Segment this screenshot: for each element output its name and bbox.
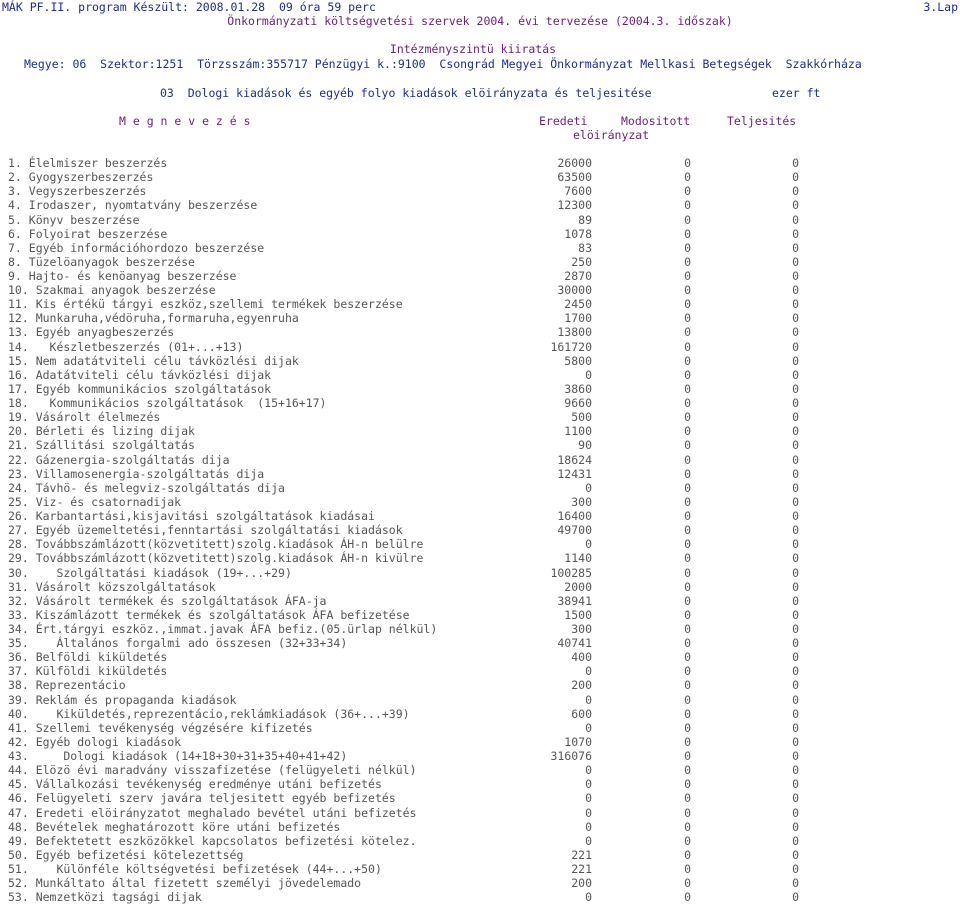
unit-label: ezer ft xyxy=(772,86,821,100)
row-teljesites: 0 xyxy=(792,184,799,199)
row-teljesites: 0 xyxy=(792,509,799,523)
row-eredeti: 0 xyxy=(585,720,592,735)
row-label: 19. Vásárolt élelmezés xyxy=(8,410,161,425)
row-modositott: 0 xyxy=(684,777,691,792)
row-teljesites: 0 xyxy=(792,819,799,834)
row-label: 47. Eredeti elöirányzatot meghalado bevétel utáni befizetés xyxy=(8,805,417,820)
row-teljesites: 0 xyxy=(792,565,799,580)
row-teljesites: 0 xyxy=(792,593,799,608)
row-eredeti: 0 xyxy=(585,664,592,679)
row-eredeti: 2000 xyxy=(564,579,592,594)
row-modositott: 0 xyxy=(684,593,691,608)
table-row xyxy=(0,876,960,890)
row-modositott: 0 xyxy=(684,396,691,410)
row-label: 22. Gázenergia-szolgáltatás dija xyxy=(8,452,230,467)
table-row xyxy=(0,650,960,664)
row-label: 35. Általános forgalmi ado összesen (32+33+34) xyxy=(8,636,348,651)
row-modositott: 0 xyxy=(684,664,691,679)
row-teljesites: 0 xyxy=(792,240,799,255)
row-label: 53. Nemzetközi tagsági dijak xyxy=(8,890,202,905)
row-eredeti: 1078 xyxy=(564,226,592,241)
row-eredeti: 12431 xyxy=(557,466,592,481)
row-modositott: 0 xyxy=(684,706,691,721)
row-modositott: 0 xyxy=(684,734,691,749)
row-teljesites: 0 xyxy=(792,579,799,594)
row-eredeti: 89 xyxy=(578,212,592,227)
row-modositott: 0 xyxy=(684,184,691,199)
table-row xyxy=(0,537,960,551)
table-row xyxy=(0,453,960,467)
row-label: 51. Különféle költségvetési befizetések (44+...+50) xyxy=(8,862,382,876)
row-label: 15. Nem adatátviteli célu távközlési dijak xyxy=(8,353,299,368)
row-label: 14. Készletbeszerzés (01+...+13) xyxy=(8,339,244,354)
row-teljesites: 0 xyxy=(792,876,799,891)
row-label: 8. Tüzelöanyagok beszerzése xyxy=(8,254,195,269)
row-label: 16. Adatátviteli célu távközlési dijak xyxy=(8,367,272,382)
row-teljesites: 0 xyxy=(792,791,799,806)
row-teljesites: 0 xyxy=(792,833,799,848)
row-modositott: 0 xyxy=(684,692,691,707)
table-row xyxy=(0,340,960,354)
row-modositott: 0 xyxy=(684,847,691,862)
table-row xyxy=(0,227,960,241)
table-row xyxy=(0,721,960,735)
table-row xyxy=(0,523,960,537)
row-label: 34. Ért.tárgyi eszköz.,immat.javak ÁFA befiz.(05.ürlap nélkül) xyxy=(8,622,438,636)
row-eredeti: 26000 xyxy=(557,156,592,170)
row-teljesites: 0 xyxy=(792,706,799,721)
row-modositott: 0 xyxy=(684,283,691,298)
table-row xyxy=(0,396,960,410)
row-teljesites: 0 xyxy=(792,537,799,552)
table-row xyxy=(0,438,960,452)
row-modositott: 0 xyxy=(684,269,691,283)
row-modositott: 0 xyxy=(684,819,691,834)
row-eredeti: 200 xyxy=(571,876,592,891)
row-label: 12. Munkaruha,védöruha,formaruha,egyenruha xyxy=(8,311,299,326)
row-teljesites: 0 xyxy=(792,438,799,453)
table-row xyxy=(0,297,960,311)
row-label: 27. Egyéb üzemeltetési,fenntartási szolgáltatási kiadások xyxy=(8,523,403,538)
row-eredeti: 30000 xyxy=(557,283,592,298)
row-eredeti: 2870 xyxy=(564,269,592,283)
row-modositott: 0 xyxy=(684,537,691,552)
row-modositott: 0 xyxy=(684,424,691,439)
row-label: 10. Szakmai anyagok beszerzése xyxy=(8,283,216,298)
row-label: 31. Vásárolt közszolgáltatások xyxy=(8,579,216,594)
table-row xyxy=(0,382,960,396)
row-modositott: 0 xyxy=(684,833,691,848)
row-teljesites: 0 xyxy=(792,734,799,749)
section-title: 03 Dologi kiadások és egyéb folyo kiadások elöirányzata és teljesitése xyxy=(160,86,652,100)
row-eredeti: 0 xyxy=(585,890,592,905)
row-teljesites: 0 xyxy=(792,367,799,382)
table-row xyxy=(0,890,960,904)
row-label: 11. Kis értékü tárgyi eszköz,szellemi termékek beszerzése xyxy=(8,297,403,312)
row-teljesites: 0 xyxy=(792,212,799,227)
table-row xyxy=(0,580,960,594)
table-row xyxy=(0,467,960,481)
row-eredeti: 0 xyxy=(585,805,592,820)
table-row xyxy=(0,664,960,678)
row-eredeti: 0 xyxy=(585,819,592,834)
row-eredeti: 5800 xyxy=(564,353,592,368)
row-modositott: 0 xyxy=(684,339,691,354)
row-modositott: 0 xyxy=(684,551,691,566)
row-modositott: 0 xyxy=(684,325,691,340)
table-row xyxy=(0,325,960,339)
table-row xyxy=(0,269,960,283)
row-eredeti: 300 xyxy=(571,622,592,636)
row-label: 33. Kiszámlázott termékek és szolgáltatások ÁFA befizetése xyxy=(8,607,410,622)
row-label: 7. Egyéb információhordozo beszerzése xyxy=(8,240,265,255)
table-row xyxy=(0,283,960,297)
table-row xyxy=(0,481,960,495)
table-row xyxy=(0,255,960,269)
row-eredeti: 1100 xyxy=(564,424,592,439)
row-teljesites: 0 xyxy=(792,339,799,354)
row-modositott: 0 xyxy=(684,862,691,876)
row-eredeti: 0 xyxy=(585,791,592,806)
table-row xyxy=(0,495,960,509)
row-modositott: 0 xyxy=(684,749,691,763)
table-row xyxy=(0,806,960,820)
table-row xyxy=(0,848,960,862)
row-label: 6. Folyoirat beszerzése xyxy=(8,226,168,241)
row-teljesites: 0 xyxy=(792,847,799,862)
row-teljesites: 0 xyxy=(792,410,799,425)
row-label: 26. Karbantartási,kisjavitási szolgáltatások kiadásai xyxy=(8,509,375,523)
row-teljesites: 0 xyxy=(792,269,799,283)
row-modositott: 0 xyxy=(684,607,691,622)
row-modositott: 0 xyxy=(684,763,691,778)
row-label: 41. Szellemi tevékenység végzésére kifizetés xyxy=(8,720,313,735)
row-label: 18. Kommunikácios szolgáltatások (15+16+17) xyxy=(8,396,327,410)
row-label: 3. Vegyszerbeszerzés xyxy=(8,184,147,199)
row-label: 4. Irodaszer, nyomtatvány beszerzése xyxy=(8,198,258,213)
row-eredeti: 500 xyxy=(571,410,592,425)
row-eredeti: 2450 xyxy=(564,297,592,312)
col-header-eredeti: Eredeti xyxy=(539,114,588,128)
row-eredeti: 3860 xyxy=(564,381,592,396)
table-row xyxy=(0,594,960,608)
row-teljesites: 0 xyxy=(792,283,799,298)
row-label: 49. Befektetett eszközökkel kapcsolatos befizetési kötelez. xyxy=(8,833,417,848)
row-modositott: 0 xyxy=(684,410,691,425)
row-modositott: 0 xyxy=(684,791,691,806)
col-header-modositott: Modositott xyxy=(621,114,691,128)
row-modositott: 0 xyxy=(684,438,691,453)
row-label: 21. Szállitási szolgáltatás xyxy=(8,438,195,453)
row-modositott: 0 xyxy=(684,565,691,580)
row-teljesites: 0 xyxy=(792,170,799,185)
row-teljesites: 0 xyxy=(792,396,799,410)
row-modositott: 0 xyxy=(684,353,691,368)
row-eredeti: 63500 xyxy=(557,170,592,185)
row-eredeti: 0 xyxy=(585,537,592,552)
row-teljesites: 0 xyxy=(792,622,799,636)
row-modositott: 0 xyxy=(684,466,691,481)
row-eredeti: 16400 xyxy=(557,509,592,523)
row-eredeti: 200 xyxy=(571,678,592,693)
row-teljesites: 0 xyxy=(792,636,799,651)
row-eredeti: 1140 xyxy=(564,551,592,566)
row-modositott: 0 xyxy=(684,890,691,905)
row-eredeti: 7600 xyxy=(564,184,592,199)
row-teljesites: 0 xyxy=(792,466,799,481)
row-label: 24. Távhö- és melegviz-szolgáltatás dija xyxy=(8,480,285,495)
row-eredeti: 40741 xyxy=(557,636,592,651)
row-modositott: 0 xyxy=(684,622,691,636)
table-row xyxy=(0,862,960,876)
table-row xyxy=(0,156,960,170)
row-label: 13. Egyéb anyagbeszerzés xyxy=(8,325,175,340)
row-eredeti: 1070 xyxy=(564,734,592,749)
row-label: 23. Villamosenergia-szolgáltatás dija xyxy=(8,466,265,481)
row-eredeti: 300 xyxy=(571,494,592,509)
row-eredeti: 600 xyxy=(571,706,592,721)
row-eredeti: 0 xyxy=(585,777,592,792)
table-row xyxy=(0,608,960,622)
row-eredeti: 0 xyxy=(585,367,592,382)
table-row xyxy=(0,834,960,848)
row-eredeti: 49700 xyxy=(557,523,592,538)
row-teljesites: 0 xyxy=(792,805,799,820)
table-row xyxy=(0,678,960,692)
table-row xyxy=(0,368,960,382)
row-teljesites: 0 xyxy=(792,325,799,340)
row-label: 20. Bérleti és lizing dijak xyxy=(8,424,195,439)
row-label: 36. Belföldi kiküldetés xyxy=(8,650,168,665)
row-teljesites: 0 xyxy=(792,198,799,213)
row-teljesites: 0 xyxy=(792,551,799,566)
table-row xyxy=(0,707,960,721)
row-label: 44. Elözö évi maradvány visszafizetése (felügyeleti nélkül) xyxy=(8,763,417,778)
row-modositott: 0 xyxy=(684,650,691,665)
row-label: 2. Gyogyszerbeszerzés xyxy=(8,170,154,185)
row-eredeti: 400 xyxy=(571,650,592,665)
page-number: 3.Lap xyxy=(923,0,958,14)
table-row xyxy=(0,410,960,424)
row-teljesites: 0 xyxy=(792,480,799,495)
row-teljesites: 0 xyxy=(792,664,799,679)
row-teljesites: 0 xyxy=(792,254,799,269)
row-teljesites: 0 xyxy=(792,523,799,538)
table-row xyxy=(0,311,960,325)
row-eredeti: 13800 xyxy=(557,325,592,340)
row-eredeti: 0 xyxy=(585,480,592,495)
row-eredeti: 0 xyxy=(585,833,592,848)
row-label: 37. Külföldi kiküldetés xyxy=(8,664,168,679)
report-subtitle: Önkormányzati költségvetési szervek 2004. évi tervezése (2004.3. időszak) xyxy=(227,14,733,28)
row-teljesites: 0 xyxy=(792,353,799,368)
row-teljesites: 0 xyxy=(792,678,799,693)
row-modositott: 0 xyxy=(684,297,691,312)
row-eredeti: 316076 xyxy=(550,749,592,763)
row-eredeti: 12300 xyxy=(557,198,592,213)
table-row xyxy=(0,509,960,523)
row-modositott: 0 xyxy=(684,876,691,891)
row-label: 32. Vásárolt termékek és szolgáltatások ÁFA-ja xyxy=(8,593,327,608)
row-eredeti: 0 xyxy=(585,763,592,778)
table-row xyxy=(0,213,960,227)
row-label: 9. Hajto- és kenöanyag beszerzése xyxy=(8,269,237,283)
table-row xyxy=(0,749,960,763)
row-teljesites: 0 xyxy=(792,763,799,778)
row-teljesites: 0 xyxy=(792,692,799,707)
table-row xyxy=(0,354,960,368)
row-label: 48. Bevételek meghatározott köre utáni befizetés xyxy=(8,819,341,834)
report-title: Intézményszintü kiiratás xyxy=(389,42,557,56)
table-row xyxy=(0,184,960,198)
row-teljesites: 0 xyxy=(792,607,799,622)
table-row xyxy=(0,636,960,650)
row-modositott: 0 xyxy=(684,636,691,651)
col-header-name: M e g n e v e z é s xyxy=(119,114,251,128)
row-label: 25. Viz- és csatornadijak xyxy=(8,494,182,509)
row-eredeti: 1700 xyxy=(564,311,592,326)
row-modositott: 0 xyxy=(684,311,691,326)
row-label: 28. Továbbszámlázott(közvetitett)szolg.kiadások ÁH-n belülre xyxy=(8,537,424,552)
row-label: 1. Élelmiszer beszerzés xyxy=(8,156,168,170)
row-modositott: 0 xyxy=(684,523,691,538)
row-modositott: 0 xyxy=(684,480,691,495)
row-modositott: 0 xyxy=(684,170,691,185)
table-row xyxy=(0,170,960,184)
row-label: 45. Vállalkozási tevékenység eredménye utáni befizetés xyxy=(8,777,382,792)
row-eredeti: 221 xyxy=(571,862,592,876)
table-row xyxy=(0,551,960,565)
table-row xyxy=(0,777,960,791)
row-label: 40. Kiküldetés,reprezentácio,reklámkiadások (36+...+39) xyxy=(8,706,410,721)
report-source-line: MÁK PF.II. program Készült: 2008.01.28 09 óra 59 perc xyxy=(2,0,376,14)
row-label: 43. Dologi kiadások (14+18+30+31+35+40+41+42) xyxy=(8,749,348,763)
table-row xyxy=(0,198,960,212)
row-label: 42. Egyéb dologi kiadások xyxy=(8,734,182,749)
row-eredeti: 83 xyxy=(578,240,592,255)
row-modositott: 0 xyxy=(684,212,691,227)
institution-ident: Megye: 06 Szektor:1251 Törzsszám:355717 Pénzügyi k.:9100 Csongrád Megyei Önkormányzat Mellkasi Betegségek Szakkórháza xyxy=(24,57,862,71)
row-teljesites: 0 xyxy=(792,156,799,170)
row-teljesites: 0 xyxy=(792,424,799,439)
row-teljesites: 0 xyxy=(792,311,799,326)
table-row xyxy=(0,735,960,749)
row-eredeti: 1500 xyxy=(564,607,592,622)
row-teljesites: 0 xyxy=(792,226,799,241)
row-label: 39. Reklám és propaganda kiadások xyxy=(8,692,237,707)
row-teljesites: 0 xyxy=(792,862,799,876)
row-modositott: 0 xyxy=(684,156,691,170)
row-label: 46. Felügyeleti szerv javára teljesitett egyéb befizetés xyxy=(8,791,396,806)
row-modositott: 0 xyxy=(684,381,691,396)
row-eredeti: 0 xyxy=(585,692,592,707)
row-teljesites: 0 xyxy=(792,452,799,467)
row-teljesites: 0 xyxy=(792,720,799,735)
row-modositott: 0 xyxy=(684,579,691,594)
row-eredeti: 221 xyxy=(571,847,592,862)
row-modositott: 0 xyxy=(684,254,691,269)
table-row xyxy=(0,424,960,438)
row-modositott: 0 xyxy=(684,509,691,523)
row-teljesites: 0 xyxy=(792,650,799,665)
col-header-teljesites: Teljesités xyxy=(727,114,797,128)
row-eredeti: 9660 xyxy=(564,396,592,410)
row-label: 30. Szolgáltatási kiadások (19+...+29) xyxy=(8,565,292,580)
row-teljesites: 0 xyxy=(792,381,799,396)
row-eredeti: 90 xyxy=(578,438,592,453)
row-eredeti: 38941 xyxy=(557,593,592,608)
row-eredeti: 250 xyxy=(571,254,592,269)
row-teljesites: 0 xyxy=(792,749,799,763)
row-teljesites: 0 xyxy=(792,297,799,312)
table-row xyxy=(0,693,960,707)
row-teljesites: 0 xyxy=(792,777,799,792)
table-row xyxy=(0,791,960,805)
row-teljesites: 0 xyxy=(792,890,799,905)
row-modositott: 0 xyxy=(684,678,691,693)
row-label: 38. Reprezentácio xyxy=(8,678,126,693)
row-label: 50. Egyéb befizetési kötelezettség xyxy=(8,847,244,862)
row-modositott: 0 xyxy=(684,226,691,241)
row-modositott: 0 xyxy=(684,805,691,820)
row-label: 29. Továbbszámlázott(közvetitett)szolg.kiadások ÁH-n kivülre xyxy=(8,551,424,566)
table-row xyxy=(0,241,960,255)
row-modositott: 0 xyxy=(684,240,691,255)
table-row xyxy=(0,566,960,580)
row-eredeti: 18624 xyxy=(557,452,592,467)
row-modositott: 0 xyxy=(684,494,691,509)
row-label: 5. Könyv beszerzése xyxy=(8,212,140,227)
col-header-eloiranyzat: elöirányzat xyxy=(573,128,650,142)
row-label: 17. Egyéb kommunikácios szolgáltatások xyxy=(8,381,272,396)
row-modositott: 0 xyxy=(684,452,691,467)
table-row xyxy=(0,763,960,777)
row-modositott: 0 xyxy=(684,720,691,735)
row-modositott: 0 xyxy=(684,198,691,213)
row-eredeti: 100285 xyxy=(550,565,592,580)
row-modositott: 0 xyxy=(684,367,691,382)
row-eredeti: 161720 xyxy=(550,339,592,354)
table-row xyxy=(0,622,960,636)
row-label: 52. Munkáltato által fizetett személyi jövedelemado xyxy=(8,876,362,891)
row-teljesites: 0 xyxy=(792,494,799,509)
table-row xyxy=(0,820,960,834)
